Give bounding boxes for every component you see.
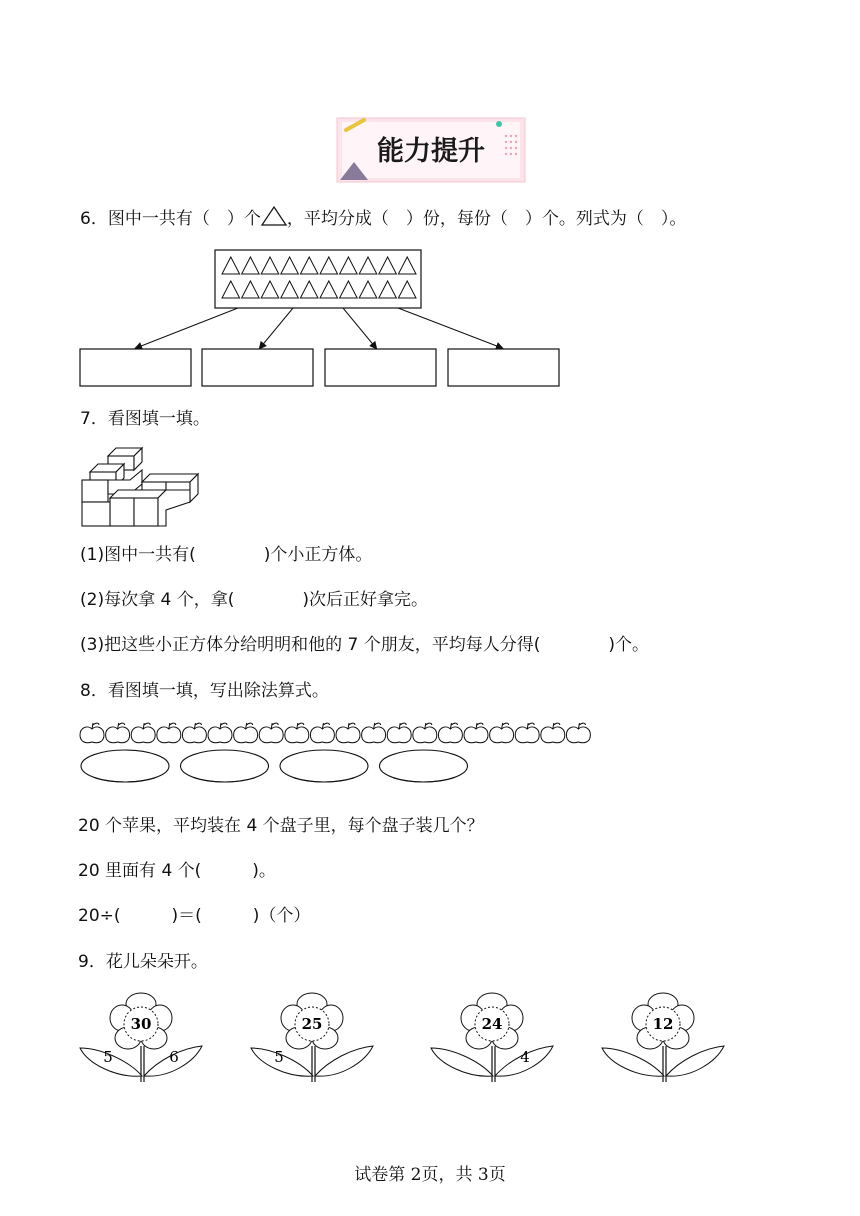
apple-icon: [80, 727, 104, 743]
question-8-line-3: 20÷( )＝( )（个）: [78, 906, 311, 926]
triangle-shape: [340, 257, 358, 274]
answer-box-1[interactable]: [80, 349, 191, 386]
plate-icon: [181, 750, 269, 782]
question-7-part-3: (3)把这些小正方体分给明明和他的 7 个朋友，平均每人分得( )个。: [80, 635, 649, 655]
triangle-shape: [261, 257, 279, 274]
triangle-shape: [281, 281, 299, 298]
triangle-shape: [320, 257, 338, 274]
flower-1-center: 30: [130, 1015, 152, 1033]
plate-icon: [380, 750, 468, 782]
triangle-shape: [222, 281, 240, 298]
banner-title: 能力提升: [377, 136, 485, 167]
triangle-shape: [379, 257, 397, 274]
apple-icon: [234, 727, 258, 743]
q6-text-b: ，平均分成（ ）份，每份（ ）个。列式为（ ）。: [286, 209, 687, 229]
apple-icon: [387, 727, 411, 743]
plate-row: [81, 750, 468, 782]
apple-icon: [106, 727, 130, 743]
triangle-shape: [340, 281, 358, 298]
flower-1: [78, 990, 204, 1086]
apple-icon: [413, 727, 437, 743]
apple-icon: [182, 727, 206, 743]
triangle-icon: [261, 206, 287, 226]
triangle-shape: [222, 257, 240, 274]
plate-icon: [280, 750, 368, 782]
question-8-title: 8．看图填一填，写出除法算式。: [80, 681, 329, 701]
triangle-shape: [281, 257, 299, 274]
apple-icon: [131, 727, 155, 743]
triangle-shape: [261, 281, 279, 298]
apple-icon: [310, 727, 334, 743]
triangle-box: [215, 250, 421, 308]
triangle-shape: [359, 281, 377, 298]
triangle-shape: [300, 257, 318, 274]
triangle-shape: [300, 281, 318, 298]
page-footer: 试卷第 2页，共 3页: [354, 1165, 506, 1185]
flower-1-right: 6: [169, 1048, 179, 1066]
q6-text-a: 6．图中一共有（ ）个: [80, 209, 261, 229]
triangle-shape: [398, 281, 416, 298]
triangle-shape: [242, 257, 260, 274]
flower-2-center: 25: [301, 1015, 323, 1033]
flower-4-center: 12: [652, 1015, 674, 1033]
triangle-shape: [398, 257, 416, 274]
question-9-title: 9．花儿朵朵开。: [78, 952, 208, 972]
section-banner: [334, 116, 528, 184]
flower-4: [600, 990, 726, 1086]
answer-box-4[interactable]: [448, 349, 559, 386]
apple-icon: [438, 727, 462, 743]
flower-row: [0, 990, 860, 1090]
answer-box-2[interactable]: [202, 349, 313, 386]
question-6: [80, 206, 686, 230]
banner-graphic: [334, 116, 528, 184]
triangle-shape: [242, 281, 260, 298]
triangle-shape: [320, 281, 338, 298]
flower-3-right: 4: [520, 1048, 530, 1066]
question-7-title: 7．看图填一填。: [80, 409, 210, 429]
flower-1-left: 5: [103, 1048, 113, 1066]
apples-and-plates: [78, 718, 598, 798]
flower-2-left: 5: [274, 1048, 284, 1066]
plate-icon: [81, 750, 169, 782]
apple-icon: [490, 727, 514, 743]
apple-icon: [362, 727, 386, 743]
question-7-part-1: (1)图中一共有( )个小正方体。: [80, 545, 373, 565]
flower-3-center: 24: [481, 1015, 503, 1033]
apple-row: [80, 723, 590, 743]
apple-icon: [208, 727, 232, 743]
triangle-group: [222, 257, 416, 298]
question-8-line-2: 20 里面有 4 个( )。: [78, 861, 276, 881]
apple-icon: [285, 727, 309, 743]
apple-icon: [515, 727, 539, 743]
apple-icon: [566, 727, 590, 743]
apple-icon: [259, 727, 283, 743]
apple-icon: [541, 727, 565, 743]
question-8-line-1: 20 个苹果，平均装在 4 个盘子里，每个盘子装几个？: [78, 816, 484, 836]
apple-icon: [464, 727, 488, 743]
triangle-shape: [379, 281, 397, 298]
cube-stack-figure: [80, 444, 202, 530]
answer-box-3[interactable]: [325, 349, 436, 386]
flower-3: [429, 990, 555, 1086]
apple-icon: [336, 727, 360, 743]
flower-2: [249, 990, 375, 1086]
apple-icon: [157, 727, 181, 743]
triangle-shape: [359, 257, 377, 274]
question-7-part-2: (2)每次拿 4 个，拿( )次后正好拿完。: [80, 590, 428, 610]
q6-diagram: [78, 248, 564, 390]
